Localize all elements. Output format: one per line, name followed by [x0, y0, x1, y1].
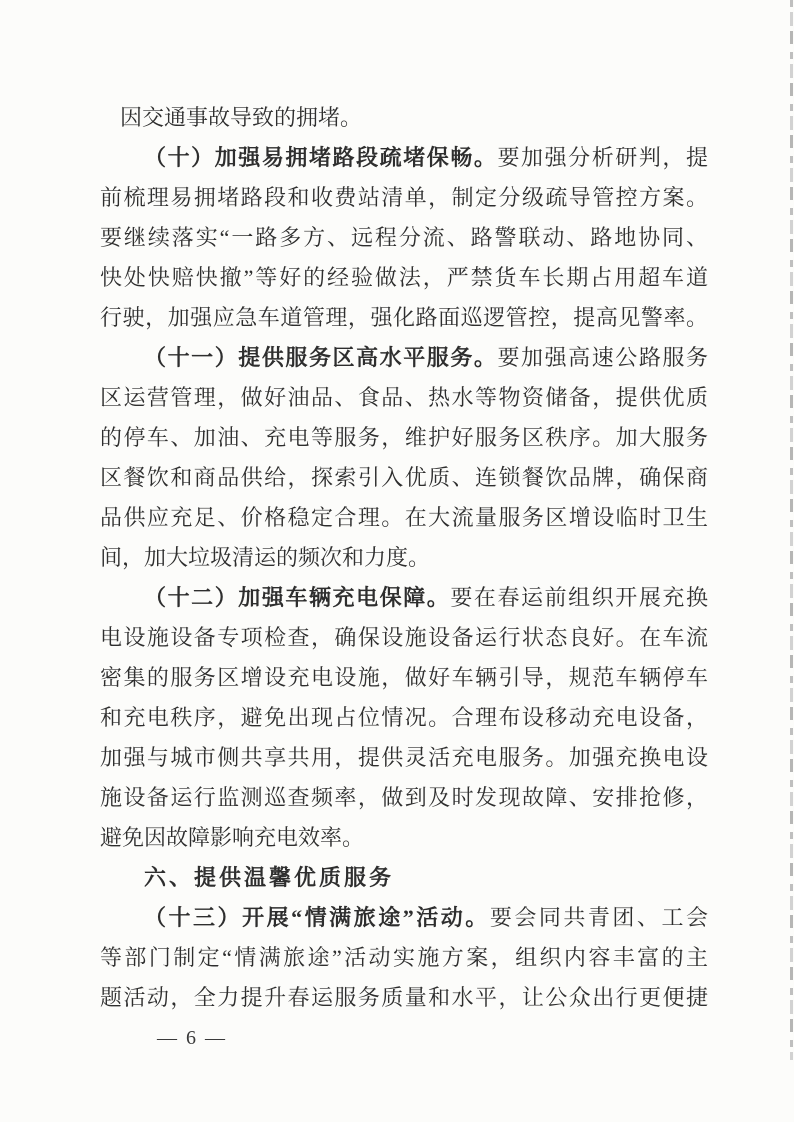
- paragraph-text: 避免因故障影响充电效率。: [100, 825, 365, 850]
- body-line: [100, 418, 708, 458]
- paragraph-text: 前梳理易拥堵路段和收费站清单，制定分级疏导管控方案。: [100, 185, 708, 210]
- body-line: [100, 338, 708, 378]
- section-header-line: [100, 858, 708, 898]
- paragraph-text: 加强与城市侧共享共用，提供灵活充电服务。加强充换电设: [100, 745, 708, 770]
- paragraph-text: 密集的服务区增设充电设施，做好车辆引导，规范车辆停车: [100, 665, 708, 690]
- paragraph-text: 要在春运前组织开展充换: [450, 585, 708, 610]
- body-line: [100, 538, 708, 578]
- body-line: [100, 658, 708, 698]
- paragraph-text: 要继续落实“一路多方、远程分流、路警联动、路地协同、: [100, 225, 708, 250]
- paragraph-text: 快处快赔快撤”等好的经验做法，严禁货车长期占用超车道: [100, 265, 708, 290]
- body-line: [100, 258, 708, 298]
- body-line: [100, 818, 708, 858]
- paragraph-text: 品供应充足、价格稳定合理。在大流量服务区增设临时卫生: [100, 505, 708, 530]
- paragraph-text: 要会同共青团、工会: [489, 905, 708, 930]
- paragraph-text: 区餐饮和商品供给，探索引入优质、连锁餐饮品牌，确保商: [100, 465, 708, 490]
- paragraph-text: 区运营管理，做好油品、食品、热水等物资储备，提供优质: [100, 385, 708, 410]
- paragraph-text: 的停车、加油、充电等服务，维护好服务区秩序。加大服务: [100, 425, 708, 450]
- body-line: [100, 458, 708, 498]
- paragraph-text: 和充电秩序，避免出现占位情况。合理布设移动充电设备，: [100, 705, 708, 730]
- body-line: [100, 778, 708, 818]
- body-line: [100, 98, 708, 138]
- paragraph-text: 因交通事故导致的拥堵。: [120, 105, 363, 130]
- paragraph-text: 施设备运行监测巡查频率，做到及时发现故障、安排抢修，: [100, 785, 708, 810]
- body-line: [100, 138, 708, 178]
- body-line: [100, 378, 708, 418]
- paragraph-text: 间，加大垃圾清运的频次和力度。: [100, 545, 431, 570]
- paragraph-text: 电设施设备专项检查，确保设施设备运行状态良好。在车流: [100, 625, 708, 650]
- paragraph-text: 要加强高速公路服务: [497, 345, 708, 370]
- paragraph-heading: （十一）提供服务区高水平服务。: [144, 345, 498, 370]
- paragraph-heading: （十三）开展“情满旅途”活动。: [144, 905, 490, 930]
- paragraph-text: 要加强分析研判，提: [497, 145, 708, 170]
- scan-edge-artifact: [790, 0, 793, 1060]
- paragraph-heading: （十二）加强车辆充电保障。: [144, 585, 451, 610]
- body-line: [100, 298, 708, 338]
- body-line: [100, 698, 708, 738]
- paragraph-heading: （十）加强易拥堵路段疏堵保畅。: [144, 145, 498, 170]
- paragraph-text: 行驶，加强应急车道管理，强化路面巡逻管控，提高见警率。: [100, 305, 708, 330]
- paragraph-text: 题活动，全力提升春运服务质量和水平，让公众出行更便捷: [100, 985, 708, 1010]
- body-line: [100, 978, 708, 1018]
- body-line: [100, 898, 708, 938]
- body-line: [100, 498, 708, 538]
- body-line: [100, 218, 708, 258]
- body-line: [100, 578, 708, 618]
- body-line: [100, 938, 708, 978]
- paragraph-text: 等部门制定“情满旅途”活动实施方案，组织内容丰富的主: [100, 945, 708, 970]
- section-heading: 六、提供温馨优质服务: [144, 865, 395, 890]
- body-line: [100, 738, 708, 778]
- document-body: [100, 98, 708, 1018]
- page-number: — 6 —: [157, 1027, 227, 1049]
- body-line: [100, 618, 708, 658]
- body-line: [100, 178, 708, 218]
